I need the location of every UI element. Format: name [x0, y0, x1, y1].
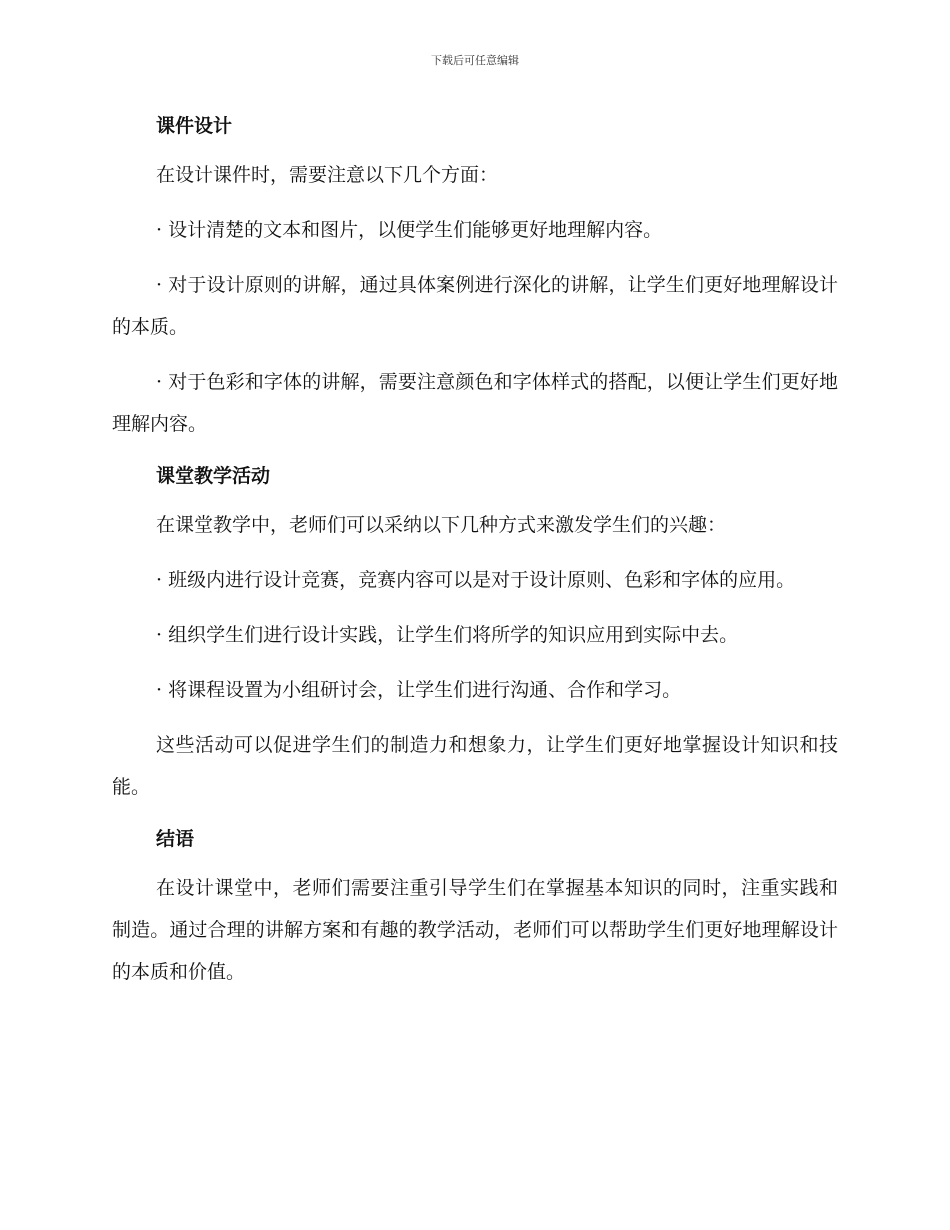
section-heading-courseware-design: 课件设计 — [156, 115, 233, 137]
bullet-item: · 将课程设置为小组研讨会，让学生们进行沟通、合作和学习。 — [156, 679, 682, 701]
bullet-item: · 对于设计原则的讲解，通过具体案例进行深化的讲解，让学生们更好地理解设计的本质。 — [112, 274, 838, 338]
bullet-item: · 班级内进行设计竞赛，竞赛内容可以是对于设计原则、色彩和字体的应用。 — [156, 569, 796, 591]
bullet-item: · 对于色彩和字体的讲解，需要注意颜色和字体样式的搭配，以便让学生们更好地理解内容。 — [112, 371, 838, 435]
document-body — [112, 112, 838, 993]
bullet-item: · 设计清楚的文本和图片，以便学生们能够更好地理解内容。 — [156, 219, 663, 241]
bullet-item: · 组织学生们进行设计实践，让学生们将所学的知识应用到实际中去。 — [156, 624, 739, 646]
page-header: 下载后可任意编辑 — [431, 54, 519, 67]
section-heading-classroom-activities: 课堂教学活动 — [156, 465, 271, 487]
paragraph: 在课堂教学中，老师们可以采纳以下几种方式来激发学生们的兴趣： — [156, 514, 727, 536]
paragraph: 在设计课堂中，老师们需要注重引导学生们在掌握基本知识的同时，注重实践和制造。通过合理的讲解方案和有趣的教学活动，老师们可以帮助学生们更好地理解设计的本质和价值。 — [112, 877, 838, 983]
section-heading-conclusion: 结语 — [156, 828, 195, 850]
paragraph: 在设计课件时，需要注意以下几个方面： — [156, 164, 499, 186]
paragraph: 这些活动可以促进学生们的制造力和想象力，让学生们更好地掌握设计知识和技能。 — [112, 734, 838, 798]
